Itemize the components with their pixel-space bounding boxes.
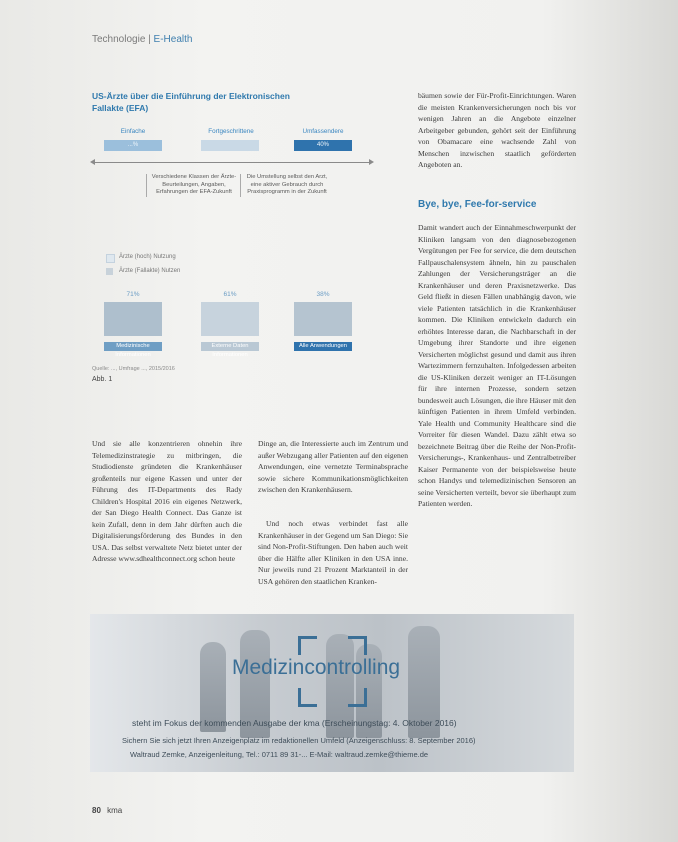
figure-title: US-Ärzte über die Einführung der Elektronischen Fallakte (EFA) xyxy=(92,91,290,113)
arrow-right-icon xyxy=(369,159,374,165)
subheading: Bye, bye, Fee-for-service xyxy=(418,199,537,210)
timeline-label: Umfassendere xyxy=(302,128,344,135)
legend-label: Ärzte (hoch) Nutzung xyxy=(119,254,176,260)
timeline-label: Fortgeschrittene xyxy=(208,128,254,135)
bar-percentage: 71% xyxy=(126,291,140,298)
figure-callout: Verschiedene Klassen der Ärzte-Beurteilungen, Angaben, Erfahrungen der EFA-Zukunft xyxy=(146,174,237,197)
figure-source: Quelle: ..., Umfrage ..., 2015/2016 xyxy=(92,366,175,372)
header-separator: | xyxy=(148,34,151,45)
bar-percentage: 38% xyxy=(316,291,330,298)
column-2-text: Dinge an, die Interessierte auch im Zentrum und außer Webzugang aller Patienten auf den eigenen Anwendungen, eine vernetzte Terminabsprache sowie sichere Kommunikationsmöglichkeiten zwischen den Krankenhäusern. xyxy=(258,439,408,494)
ad-line: steht im Fokus der kommenden Ausgabe der kma (Erscheinungstag: 4. Oktober 2016) xyxy=(132,718,457,728)
figure-callout: Die Umstellung selbst den Arzt, eine aktiver Gebrauch durch Praxisprogramm in der Zukunft xyxy=(240,174,329,197)
right-column-paragraph: Damit wandert auch der Einnahmeschwerpunkt der Kliniken langsam von den diagnosebezogenen Vergütungen per Fee for service, die dem deutschen Fallpauschalensystem ähneln, hin zu pauschalen Zahlungen der Versicherungsträger an die Krankenhäuser und deren Praxisnetzwerke. Das Geld fließt in diesen Fällen unabhängig davon, wie viele Patienten tatsächlich in die Krankenhäuser kommen. Die Kliniken entwickeln dadurch ein erhöhtes Interesse daran, die Nachbarschaft in der Umgebung ihrer Standorte und ihre eigenen Versicherten möglichst gesund und damit aus ihren Wartezimmern fernzuhalten. Infolgedessen arbeiten die US-Kliniken derzeit weniger an IT-Lösungen für ihre internen Prozesse, sondern setzen bundesweit auch Lösungen, die ihre Häuser mit den künftigen Patienten in ihrem Umfeld verbinden. Yale Health und Community Healthcare sind die Vorreiter für diesen Wandel. Dazu zählt etwa so bezeichnete Beitrag über die Reihe der Non-Profit-Versicherungs-, Krankenhaus- und Zentralbetreiber Kaiser Permanente von der beispielsweise heute schon Handys und telemedizinischen Sensoren an seine Versicherten verteilt, bevor sie überhaupt zum Patienten werden. xyxy=(418,223,576,508)
corner-bracket-icon xyxy=(298,688,317,707)
legend-swatch xyxy=(106,254,115,263)
bar-category-label: Medizinische Informationen xyxy=(104,342,162,351)
legend-label: Ärzte (Fallakte) Nutzen xyxy=(119,268,181,274)
bar-category-label: Alle Anwendungen xyxy=(294,342,352,351)
figure-caption: Abb. 1 xyxy=(92,376,113,383)
corner-bracket-icon xyxy=(298,636,317,655)
legend-swatch xyxy=(106,268,113,275)
running-header xyxy=(92,34,192,45)
column-1-text: Und sie alle konzentrieren ohnehin ihre Telemedizinstrategie zu mitbringen, die Studiodienste gründeten die Krankenhäuser großenteils nur eigene Kassen und unter der Führung des IT-Departments des Rady Children's Hospital 2016 ein eigenes Netzwerk, der San Diego Health Connect. Das Ganze ist kein Zufall, denn in dem Jahr dürften auch die Digitalisierungsförderung des Bundes in den USA. Das selbst verwaltete Netz bietet unter der Adresse www.sdhealthconnect.org schon heute xyxy=(92,439,242,563)
column-2-text: Und noch etwas verbindet fast alle Krankenhäuser in der Gegend um San Diego: Sie sind Non-Profit-Stiftungen. Den haben auch weit über die Hälfte aller Kliniken in den USA inne. Nur jeweils rund 21 Prozent Marktanteil in der USA gehören den staatlichen Kranken- xyxy=(258,519,408,586)
timeline-box: 40% xyxy=(294,140,352,151)
timeline-box xyxy=(201,140,259,151)
bar-category-label: Externe Daten Informationen xyxy=(201,342,259,351)
timeline-box: ...% xyxy=(104,140,162,151)
bar-box xyxy=(201,302,259,336)
right-column-paragraph: bäumen sowie der Für-Profit-Einrichtungen. Waren die meisten Krankenversicherungen noch bis vor wenigen Jahren an die Angebote einzelner Arbeitgeber gebunden, gehört seit der Einführung von Obamacare eine wachsende Zahl von Menschen inzwischen staatlich geförderten Angeboten an. xyxy=(418,91,576,169)
bar-box xyxy=(294,302,352,336)
ad-title: Medizincontrolling xyxy=(232,656,401,679)
advertisement xyxy=(90,614,574,772)
publication-name: kma xyxy=(107,806,123,815)
timeline-label: Einfache xyxy=(120,128,146,135)
arrow-left-icon xyxy=(90,159,95,165)
ad-line: Waltraud Zemke, Anzeigenleitung, Tel.: 0711 89 31-... E-Mail: waltraud.zemke@thieme.de xyxy=(130,750,429,759)
header-category: Technologie xyxy=(92,34,146,45)
ad-line: Sichern Sie sich jetzt Ihren Anzeigenplatz im redaktionellen Umfeld (Anzeigenschluss: 8. September 2016) xyxy=(122,736,476,745)
page-footer xyxy=(92,806,122,815)
corner-bracket-icon xyxy=(348,636,367,655)
page-number: 80 xyxy=(92,806,101,815)
corner-bracket-icon xyxy=(348,688,367,707)
bar-percentage: 61% xyxy=(223,291,237,298)
timeline-axis xyxy=(92,162,370,163)
header-section: E-Health xyxy=(153,34,193,45)
bar-box xyxy=(104,302,162,336)
